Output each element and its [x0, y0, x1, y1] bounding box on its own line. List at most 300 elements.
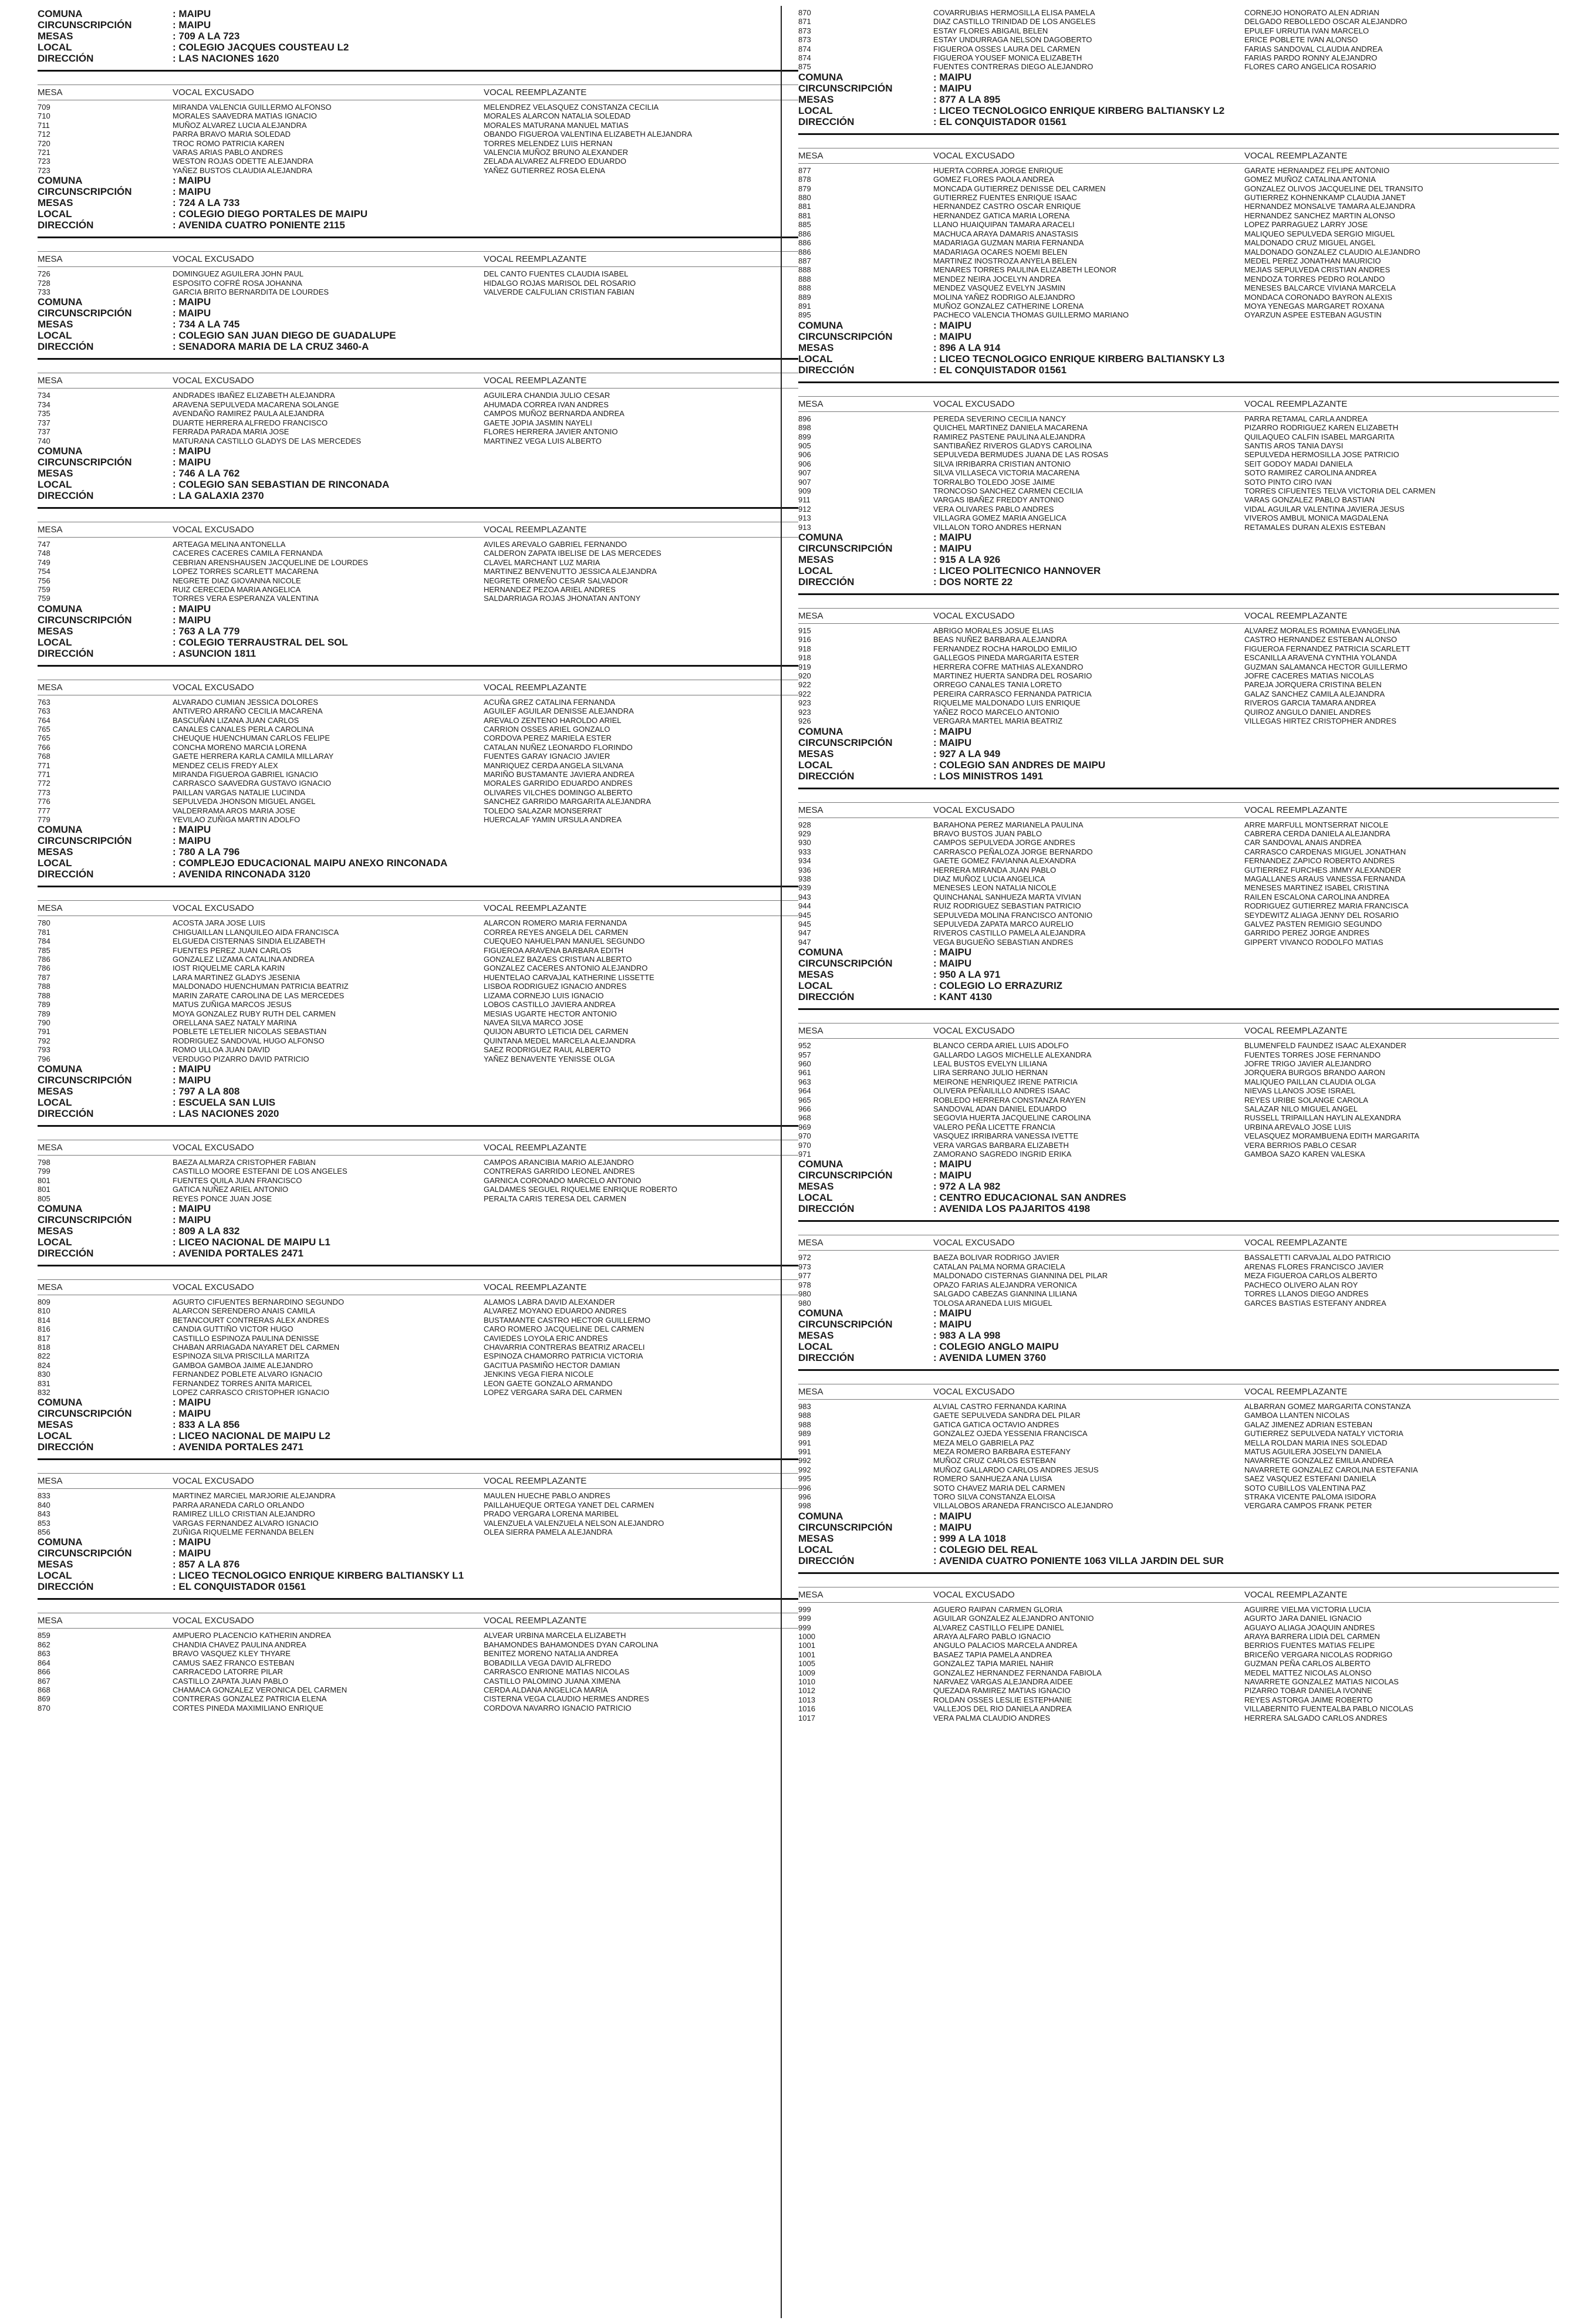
vocal-reemplazante: FERNANDEZ ZAPICO ROBERTO ANDRES [1244, 856, 1395, 866]
vocal-reemplazante: NAVARRETE GONZALEZ CAROLINA ESTEFANIA [1244, 1465, 1418, 1474]
table-row [38, 1361, 798, 1370]
vocal-excusado: VERA PALMA CLAUDIO ANDRES [933, 1713, 1051, 1722]
mesa-number: 870 [798, 8, 811, 17]
vocal-reemplazante: PAREJA JORQUERA CRISTINA BELEN [1244, 680, 1382, 690]
table-row [798, 829, 1559, 838]
header-value-mesas: : 809 A LA 832 [173, 1225, 240, 1237]
header-row-circunscripcion [798, 737, 1559, 748]
header-value-direccion: : AVENIDA CUATRO PONIENTE 1063 VILLA JARDIN DEL SUR [933, 1555, 1224, 1566]
mesa-number: 805 [38, 1194, 50, 1203]
vocal-excusado: CAMUS SAEZ FRANCO ESTEBAN [173, 1658, 295, 1667]
vocal-excusado: HERNANDEZ CASTRO OSCAR ENRIQUE [933, 202, 1081, 211]
mesa-number: 759 [38, 585, 50, 594]
table-row [798, 423, 1559, 432]
mesa-number: 1000 [798, 1632, 815, 1641]
mesa-number: 968 [798, 1113, 811, 1123]
vocal-excusado: VERDUGO PIZARRO DAVID PATRICIO [173, 1054, 309, 1063]
table-row [798, 644, 1559, 653]
table-row [798, 202, 1559, 211]
table-row [798, 220, 1559, 229]
column-header-reemplazante: VOCAL REEMPLAZANTE [484, 1476, 587, 1487]
header-value-local: : LICEO NACIONAL DE MAIPU L1 [173, 1236, 330, 1248]
header-row-mesas [38, 626, 798, 637]
header-row-comuna [38, 824, 798, 835]
mesa-number: 735 [38, 409, 50, 418]
header-rule [38, 1125, 798, 1127]
table-column-headers [38, 901, 798, 916]
header-row-circunscripcion [38, 186, 798, 197]
vocal-excusado: TORRES VERA ESPERANZA VALENTINA [173, 594, 319, 603]
location-header [38, 1203, 798, 1259]
vocal-reemplazante: VERA BERRIOS PABLO CESAR [1244, 1140, 1357, 1150]
vocal-excusado: AVENDAÑO RAMIREZ PAULA ALEJANDRA [173, 409, 325, 418]
table-row [798, 663, 1559, 671]
table-row [798, 468, 1559, 477]
mesa-number: 895 [798, 310, 811, 320]
vocal-excusado: GATICA NUÑEZ ARIEL ANTONIO [173, 1185, 288, 1194]
header-rule [38, 70, 798, 72]
vocal-excusado: MUÑOZ GONZALEZ CATHERINE LORENA [933, 301, 1084, 310]
vocal-excusado: CHANDIA CHAVEZ PAULINA ANDREA [173, 1640, 306, 1649]
vocal-reemplazante: LISBOA RODRIGUEZ IGNACIO ANDRES [484, 982, 627, 991]
table-row [38, 937, 798, 945]
mesa-number: 710 [38, 112, 50, 121]
vocal-excusado: CEBRIAN ARENSHAUSEN JACQUELINE DE LOURDES [173, 558, 369, 567]
column-header-excusado: VOCAL EXCUSADO [173, 376, 254, 386]
vocal-excusado: BASCUÑAN LIZANA JUAN CARLOS [173, 715, 299, 725]
mesa-number: 1005 [798, 1659, 815, 1668]
mesa-number: 899 [798, 432, 811, 441]
table-row [38, 400, 798, 409]
vocal-excusado: QUICHEL MARTINEZ DANIELA MACARENA [933, 423, 1088, 433]
mesa-number: 915 [798, 626, 811, 636]
table-row [798, 1686, 1559, 1695]
table-row [798, 671, 1559, 680]
vocal-excusado: PAILLAN VARGAS NATALIE LUCINDA [173, 788, 305, 797]
mesa-number: 733 [38, 288, 50, 297]
header-row-direccion [38, 1108, 798, 1119]
header-row-direccion [798, 1203, 1559, 1214]
table-row [38, 427, 798, 436]
vocal-excusado: GUTIERREZ FUENTES ENRIQUE ISAAC [933, 193, 1077, 202]
header-label-local: LOCAL [38, 42, 72, 53]
header-row-comuna [798, 320, 1559, 331]
column-header-excusado: VOCAL EXCUSADO [173, 254, 254, 265]
header-value-comuna: : MAIPU [173, 824, 211, 836]
table-row [38, 1704, 798, 1712]
mesa-number: 1009 [798, 1668, 815, 1677]
vocal-excusado: BETANCOURT CONTRERAS ALEX ANDRES [173, 1315, 329, 1325]
vocal-excusado: CARRACEDO LATORRE PILAR [173, 1667, 284, 1677]
column-header-excusado: VOCAL EXCUSADO [173, 1282, 254, 1292]
vocal-reemplazante: DELGADO REBOLLEDO OSCAR ALEJANDRO [1244, 17, 1408, 26]
voting-location-block [798, 947, 1559, 1158]
vocal-excusado: ZUÑIGA RIQUELME FERNANDA BELEN [173, 1528, 314, 1537]
table-row [798, 1695, 1559, 1704]
header-label-direccion: DIRECCIÓN [798, 116, 855, 127]
vocal-excusado: SOTO CHAVEZ MARIA DEL CARMEN [933, 1483, 1065, 1492]
header-row-mesas [38, 1559, 798, 1570]
header-rule [798, 381, 1559, 383]
table-row [38, 139, 798, 148]
vocal-reemplazante: BRICEÑO VERGARA NICOLAS RODRIGO [1244, 1650, 1393, 1659]
vocal-reemplazante: BLUMENFELD FAUNDEZ ISAAC ALEXANDER [1244, 1041, 1406, 1050]
column-header-excusado: VOCAL EXCUSADO [173, 682, 254, 693]
column-header-reemplazante: VOCAL REEMPLAZANTE [1244, 805, 1348, 815]
table-row [38, 1640, 798, 1649]
vocal-reemplazante: VALENZUELA VALENZUELA NELSON ALEJANDRO [484, 1518, 664, 1528]
table-row [798, 478, 1559, 487]
table-row [38, 1658, 798, 1667]
mesa-number: 788 [38, 991, 50, 1000]
vocal-excusado: SEPULVEDA BERMUDES JUANA DE LAS ROSAS [933, 450, 1109, 460]
header-label-circunscripcion: CIRCUNSCRIPCIÓN [798, 1318, 893, 1330]
table-row [38, 418, 798, 427]
header-row-mesas [798, 969, 1559, 980]
mesa-number: 759 [38, 594, 50, 603]
mesa-number: 709 [38, 103, 50, 112]
mesa-number: 889 [798, 292, 811, 302]
vocal-excusado: GAETE SEPULVEDA SANDRA DEL PILAR [933, 1411, 1081, 1420]
mesa-number: 790 [38, 1018, 50, 1027]
vocal-excusado: SANTIBAÑEZ RIVEROS GLADYS CAROLINA [933, 441, 1092, 450]
header-value-comuna: : MAIPU [173, 8, 211, 19]
vocal-excusado: ORELLANA SAEZ NATALY MARINA [173, 1018, 297, 1027]
table-row [798, 1420, 1559, 1429]
table-row [798, 1438, 1559, 1447]
table-row [798, 1704, 1559, 1713]
vocal-reemplazante: HUERCALAF YAMIN URSULA ANDREA [484, 815, 622, 825]
vocal-excusado: MENESES LEON NATALIA NICOLE [933, 883, 1057, 893]
vocal-reemplazante: RUSSELL TRIPAILLAN HAYLIN ALEXANDRA [1244, 1113, 1401, 1123]
table-row [38, 964, 798, 972]
mesa-number: 866 [38, 1667, 50, 1677]
table-row [38, 585, 798, 594]
vocal-reemplazante: VERGARA CAMPOS FRANK PETER [1244, 1501, 1372, 1511]
header-row-mesas [38, 468, 798, 479]
header-label-direccion: DIRECCIÓN [38, 219, 94, 231]
column-header-reemplazante: VOCAL REEMPLAZANTE [484, 682, 587, 693]
header-value-local: : LICEO TECNOLOGICO ENRIQUE KIRBERG BALTIANSKY L3 [933, 353, 1225, 364]
mesa-number: 789 [38, 1009, 50, 1018]
vocal-reemplazante: NIEVAS LLANOS JOSE ISRAEL [1244, 1086, 1356, 1096]
vocal-excusado: ABRIGO MORALES JOSUE ELIAS [933, 626, 1054, 636]
voting-location-block [38, 175, 798, 296]
vocal-excusado: DIAZ CASTILLO TRINIDAD DE LOS ANGELES [933, 17, 1096, 26]
header-label-comuna: COMUNA [38, 1063, 83, 1075]
header-value-local: : COLEGIO JACQUES COUSTEAU L2 [173, 42, 349, 53]
header-value-circunscripcion: : MAIPU [933, 1170, 972, 1181]
vocal-reemplazante: VARAS GONZALEZ PABLO BASTIAN [1244, 495, 1375, 505]
vocal-reemplazante: DEL CANTO FUENTES CLAUDIA ISABEL [484, 269, 629, 279]
mesa-number: 913 [798, 514, 811, 523]
header-row-local [38, 479, 798, 490]
mesa-number: 988 [798, 1420, 811, 1429]
header-row-local [38, 1237, 798, 1248]
vocal-reemplazante: QUIJON ABURTO LETICIA DEL CARMEN [484, 1027, 629, 1036]
column-header-excusado: VOCAL EXCUSADO [173, 1142, 254, 1153]
vocal-reemplazante: GONZALEZ OLIVOS JACQUELINE DEL TRANSITO [1244, 184, 1423, 193]
table-row [798, 1605, 1559, 1614]
header-row-local [38, 42, 798, 53]
table-row [798, 1041, 1559, 1050]
vocal-excusado: AMPUERO PLACENCIO KATHERIN ANDREA [173, 1631, 331, 1640]
column-header-reemplazante: VOCAL REEMPLAZANTE [1244, 150, 1348, 161]
table-row [38, 130, 798, 139]
vocales-table [38, 85, 798, 175]
voting-location-block [798, 1511, 1559, 1722]
mesa-number: 785 [38, 945, 50, 955]
mesa-number: 929 [798, 829, 811, 838]
vocal-reemplazante: MEZA FIGUEROA CARLOS ALBERTO [1244, 1271, 1378, 1281]
mesa-number: 734 [38, 400, 50, 409]
header-row-mesas [798, 554, 1559, 565]
header-label-circunscripcion: CIRCUNSCRIPCIÓN [798, 330, 893, 342]
header-rule [38, 886, 798, 887]
vocales-table [38, 1473, 798, 1536]
vocal-excusado: BARAHONA PEREZ MARIANELA PAULINA [933, 820, 1084, 829]
header-row-comuna [798, 1158, 1559, 1170]
table-row [798, 1123, 1559, 1131]
table-row [38, 1306, 798, 1315]
header-value-circunscripcion: : MAIPU [173, 1548, 211, 1559]
table-row [798, 1086, 1559, 1095]
location-header [798, 532, 1559, 587]
table-row [38, 594, 798, 603]
column-header-mesa: MESA [798, 1589, 824, 1600]
mesa-number: 734 [38, 391, 50, 400]
mesa-number: 907 [798, 468, 811, 478]
mesa-number: 992 [798, 1465, 811, 1474]
location-header [38, 8, 798, 64]
mesa-number: 869 [38, 1694, 50, 1704]
table-row [798, 1077, 1559, 1086]
mesa-number: 880 [798, 193, 811, 202]
vocal-reemplazante: PAILLAHUEQUE ORTEGA YANET DEL CARMEN [484, 1500, 654, 1509]
header-row-direccion [798, 1352, 1559, 1363]
vocal-reemplazante: HERRERA SALGADO CARLOS ANDRES [1244, 1713, 1388, 1722]
vocal-reemplazante: CORDOVA NAVARRO IGNACIO PATRICIO [484, 1703, 632, 1712]
vocal-excusado: GAMBOA GAMBOA JAIME ALEJANDRO [173, 1360, 313, 1370]
vocal-reemplazante: AGUILEF AGUILAR DENISSE ALEJANDRA [484, 707, 634, 716]
voting-location-block [798, 726, 1559, 947]
vocal-reemplazante: MELENDREZ VELASQUEZ CONSTANZA CECILIA [484, 103, 659, 112]
mesa-number: 989 [798, 1429, 811, 1438]
header-value-direccion: : KANT 4130 [933, 991, 993, 1003]
header-row-mesas [38, 1419, 798, 1430]
header-label-comuna: COMUNA [798, 1307, 843, 1319]
mesa-number: 1001 [798, 1650, 815, 1659]
header-label-local: LOCAL [798, 980, 833, 992]
header-label-local: LOCAL [798, 1192, 833, 1204]
header-row-circunscripcion [38, 835, 798, 846]
mesa-number: 886 [798, 247, 811, 256]
column-header-mesa: MESA [38, 1142, 63, 1153]
table-row [38, 1379, 798, 1388]
column-header-excusado: VOCAL EXCUSADO [933, 1589, 1015, 1600]
table-row [798, 166, 1559, 175]
header-label-direccion: DIRECCIÓN [38, 1247, 94, 1259]
vocal-reemplazante: SAEZ RODRIGUEZ RAUL ALBERTO [484, 1045, 611, 1055]
mesa-number: 809 [38, 1297, 50, 1306]
vocal-reemplazante: MARTINEZ VEGA LUIS ALBERTO [484, 436, 602, 445]
column-header-excusado: VOCAL EXCUSADO [933, 611, 1015, 621]
mesa-number: 943 [798, 892, 811, 901]
mesa-number: 918 [798, 653, 811, 663]
header-row-circunscripcion [38, 614, 798, 626]
header-row-mesas [798, 94, 1559, 105]
table-row [798, 1456, 1559, 1465]
column-divider [781, 6, 782, 2318]
vocal-excusado: GAETE HERRERA KARLA CAMILA MILLARAY [173, 752, 334, 761]
table-row [38, 797, 798, 806]
header-row-circunscripcion [798, 1170, 1559, 1181]
mesa-number: 918 [798, 644, 811, 653]
vocal-excusado: MATUS ZUÑIGA MARCOS JESUS [173, 1000, 292, 1009]
mesa-number: 824 [38, 1360, 50, 1370]
header-row-circunscripcion [798, 1522, 1559, 1533]
vocales-table [798, 1023, 1559, 1158]
vocal-reemplazante: GOMEZ MUÑOZ CATALINA ANTONIA [1244, 175, 1376, 184]
header-row-comuna [798, 947, 1559, 958]
table-row [38, 112, 798, 120]
header-label-mesas: MESAS [798, 748, 834, 759]
header-value-mesas: : 780 A LA 796 [173, 846, 240, 858]
table-row [38, 1325, 798, 1333]
column-header-mesa: MESA [38, 376, 63, 386]
location-header [798, 1511, 1559, 1566]
column-header-excusado: VOCAL EXCUSADO [173, 1616, 254, 1626]
vocal-excusado: FUENTES PEREZ JUAN CARLOS [173, 945, 292, 955]
mesa-number: 886 [798, 238, 811, 248]
voting-location-block [38, 1536, 798, 1712]
column-header-reemplazante: VOCAL REEMPLAZANTE [1244, 611, 1348, 621]
header-value-mesas: : 709 A LA 723 [173, 31, 240, 42]
header-row-local [798, 353, 1559, 364]
vocal-excusado: VASQUEZ IRRIBARRA VANESSA IVETTE [933, 1131, 1079, 1141]
vocal-reemplazante: MORALES MATURANA MANUEL MATIAS [484, 120, 629, 130]
vocales-table [38, 1613, 798, 1712]
mesa-number: 786 [38, 964, 50, 973]
header-row-mesas [38, 1225, 798, 1237]
header-label-circunscripcion: CIRCUNSCRIPCIÓN [798, 737, 893, 748]
header-value-circunscripcion: : MAIPU [173, 1214, 211, 1225]
header-row-local [798, 105, 1559, 116]
table-row [798, 717, 1559, 725]
vocal-reemplazante: LEON GAETE GONZALO ARMANDO [484, 1379, 613, 1388]
column-header-reemplazante: VOCAL REEMPLAZANTE [1244, 398, 1348, 409]
header-label-local: LOCAL [38, 1430, 72, 1442]
mesa-number: 991 [798, 1438, 811, 1447]
vocal-excusado: ESTAY FLORES ABIGAIL BELEN [933, 26, 1048, 35]
mesa-number: 816 [38, 1325, 50, 1334]
column-header-mesa: MESA [798, 611, 824, 621]
header-row-mesas [798, 342, 1559, 353]
table-row [38, 1055, 798, 1063]
column-header-mesa: MESA [798, 1026, 824, 1036]
header-value-comuna: : MAIPU [933, 1307, 972, 1319]
vocal-excusado: MENARES TORRES PAULINA ELIZABETH LEONOR [933, 265, 1117, 275]
vocal-excusado: FIGUEROA YOUSEF MONICA ELIZABETH [933, 53, 1082, 63]
mesa-number: 787 [38, 972, 50, 982]
vocal-excusado: PACHECO VALENCIA THOMAS GUILLERMO MARIANO [933, 310, 1129, 320]
header-label-local: LOCAL [798, 104, 833, 116]
vocal-excusado: MORALES SAAVEDRA MATIAS IGNACIO [173, 112, 317, 121]
column-header-excusado: VOCAL EXCUSADO [933, 1238, 1015, 1248]
vocal-reemplazante: MALIQUEO PAILLAN CLAUDIA OLGA [1244, 1077, 1376, 1086]
table-row [798, 1465, 1559, 1474]
header-row-comuna [38, 1063, 798, 1075]
vocal-excusado: VILLALOBOS ARANEDA FRANCISCO ALEJANDRO [933, 1501, 1113, 1511]
table-row [798, 1714, 1559, 1722]
header-row-direccion [38, 1248, 798, 1259]
vocal-reemplazante: MENDOZA TORRES PEDRO ROLANDO [1244, 274, 1385, 283]
vocal-excusado: ALVARADO CUMIAN JESSICA DOLORES [173, 697, 319, 707]
header-row-circunscripcion [38, 1548, 798, 1559]
vocal-reemplazante: JOFRE CACERES MATIAS NICOLAS [1244, 671, 1374, 681]
header-label-local: LOCAL [38, 636, 72, 648]
header-row-circunscripcion [38, 1075, 798, 1086]
mesa-number: 905 [798, 441, 811, 450]
table-row [38, 1045, 798, 1054]
vocal-excusado: RUIZ CERECEDA MARIA ANGELICA [173, 585, 301, 594]
table-row [38, 806, 798, 815]
table-row [798, 893, 1559, 901]
vocal-excusado: VALDERRAMA AROS MARIA JOSE [173, 806, 296, 815]
vocal-reemplazante: PARRA RETAMAL CARLA ANDREA [1244, 414, 1368, 423]
vocal-reemplazante: BENITEZ MORENO NATALIA ANDREA [484, 1649, 619, 1658]
vocal-reemplazante: ZELADA ALVAREZ ALFREDO EDUARDO [484, 157, 626, 166]
vocal-reemplazante: TORRES LLANOS DIEGO ANDRES [1244, 1289, 1369, 1299]
header-label-comuna: COMUNA [798, 1510, 843, 1522]
vocal-excusado: MALDONADO HUENCHUMAN PATRICIA BEATRIZ [173, 982, 349, 991]
table-row [38, 1528, 798, 1536]
vocal-reemplazante: SANTIS AROS TANIA DAYSI [1244, 441, 1344, 450]
vocal-reemplazante: FARIAS PARDO RONNY ALEJANDRO [1244, 53, 1378, 63]
vocal-reemplazante: HERNANDEZ PEZOA ARIEL ANDRES [484, 585, 616, 594]
mesa-number: 1001 [798, 1641, 815, 1650]
mesa-number: 737 [38, 427, 50, 437]
mesa-number: 747 [38, 539, 50, 549]
vocal-reemplazante: VILLEGAS HIRTEZ CRISTOPHER ANDRES [1244, 717, 1396, 726]
header-row-circunscripcion [38, 1408, 798, 1419]
mesa-number: 749 [38, 558, 50, 567]
header-value-comuna: : MAIPU [173, 175, 211, 187]
mesa-number: 740 [38, 436, 50, 445]
vocal-excusado: TRONCOSO SANCHEZ CARMEN CECILIA [933, 487, 1083, 495]
vocal-excusado: YEVILAO ZUÑIGA MARTIN ADOLFO [173, 815, 301, 825]
column-header-mesa: MESA [798, 805, 824, 815]
header-value-direccion: : AVENIDA LUMEN 3760 [933, 1352, 1047, 1363]
vocal-reemplazante: ALVAREZ MORALES ROMINA EVANGELINA [1244, 626, 1400, 636]
table-row [38, 779, 798, 788]
header-value-local: : COLEGIO SAN SEBASTIAN DE RINCONADA [173, 478, 390, 490]
table-row [38, 1185, 798, 1194]
table-row [38, 991, 798, 1000]
table-row [38, 1509, 798, 1518]
header-label-comuna: COMUNA [38, 175, 83, 187]
mesa-number: 991 [798, 1447, 811, 1456]
header-row-mesas [798, 1533, 1559, 1544]
vocal-excusado: DOMINGUEZ AGUILERA JOHN PAUL [173, 269, 303, 279]
vocal-excusado: VARGAS IBAÑEZ FREDDY ANTONIO [933, 495, 1064, 505]
mesa-number: 909 [798, 487, 811, 495]
mesa-number: 922 [798, 680, 811, 690]
mesa-number: 780 [38, 918, 50, 928]
header-label-local: LOCAL [798, 1543, 833, 1555]
table-column-headers [798, 609, 1559, 624]
location-header [798, 1308, 1559, 1363]
